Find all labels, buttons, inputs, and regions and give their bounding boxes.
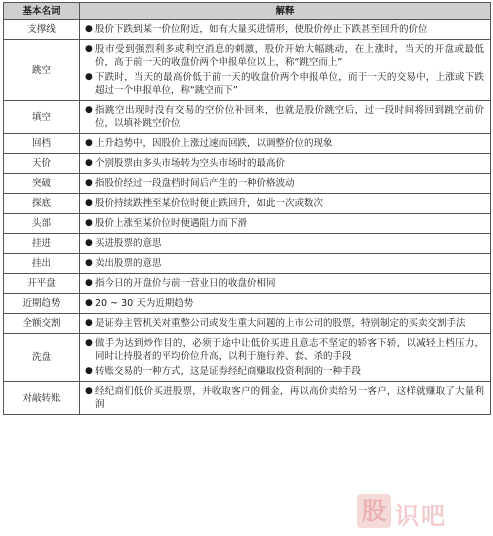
table-row bbox=[4, 234, 491, 254]
bullet-icon: ● bbox=[85, 318, 93, 328]
term-cell: 挂出 bbox=[4, 254, 80, 274]
explanation-cell bbox=[80, 174, 491, 194]
explanation-text: 股价下跌到某一价位附近，如有大量买进情形，使股价停止下跌甚至回升的价位 bbox=[95, 24, 428, 35]
bullet-icon: ● bbox=[85, 178, 93, 188]
bullet-icon: ● bbox=[85, 338, 93, 348]
table-header-row bbox=[4, 3, 491, 20]
explanation-item bbox=[84, 43, 484, 69]
explanation-item bbox=[84, 104, 484, 130]
explanation-item bbox=[84, 217, 484, 230]
explanation-text: 指跳空出现时没有交易的空价位补回来，也就是股价跳空后，过一段时间将回到跳空前价位，以填补跳空价位 bbox=[95, 105, 484, 129]
term-cell: 挂进 bbox=[4, 234, 80, 254]
terms-table bbox=[3, 2, 491, 415]
explanation-cell bbox=[80, 382, 491, 415]
explanation-item bbox=[84, 277, 484, 290]
explanation-cell bbox=[80, 20, 491, 40]
explanation-cell bbox=[80, 154, 491, 174]
watermark-mark: 股 bbox=[357, 494, 391, 528]
table-row bbox=[4, 294, 491, 314]
bullet-icon: ● bbox=[85, 258, 93, 268]
term-cell: 跳空 bbox=[4, 40, 80, 101]
term-cell: 填空 bbox=[4, 101, 80, 134]
bullet-icon: ● bbox=[85, 386, 93, 396]
explanation-item bbox=[84, 257, 484, 270]
bullet-icon: ● bbox=[85, 198, 93, 208]
bullet-icon: ● bbox=[85, 158, 93, 168]
explanation-item bbox=[84, 385, 484, 411]
table-row bbox=[4, 154, 491, 174]
bullet-icon: ● bbox=[85, 72, 93, 82]
table-row bbox=[4, 134, 491, 154]
explanation-text: 做手为达到炒作目的，必须于途中让低价买进且意志不坚定的轿客下轿，以减轻上档压力，同时让持股者的平均价位升高，以利于施行养、套、杀的手段 bbox=[95, 338, 484, 362]
term-cell: 回档 bbox=[4, 134, 80, 154]
explanation-item bbox=[84, 337, 484, 363]
term-cell: 探底 bbox=[4, 194, 80, 214]
explanation-text: 指今日的开盘价与前一营业日的收盘价相同 bbox=[95, 278, 276, 289]
explanation-text: 经纪商们低价买进股票，并收取客户的佣金，再以高价卖给另一客户，这样就赚取了大量利润 bbox=[95, 386, 484, 410]
watermark-text: 识吧 bbox=[395, 501, 447, 530]
explanation-text: 个别股票由多头市场转为空头市场时的最高价 bbox=[95, 158, 286, 169]
table-row bbox=[4, 314, 491, 334]
term-cell: 开平盘 bbox=[4, 274, 80, 294]
explanation-item bbox=[84, 71, 484, 97]
bullet-icon: ● bbox=[85, 298, 93, 308]
explanation-cell bbox=[80, 274, 491, 294]
bullet-icon: ● bbox=[85, 238, 93, 248]
header-explanation: 解释 bbox=[80, 3, 491, 20]
explanation-item bbox=[84, 297, 484, 310]
bullet-icon: ● bbox=[85, 44, 93, 54]
bullet-icon: ● bbox=[85, 218, 93, 228]
explanation-item bbox=[84, 365, 484, 378]
explanation-cell bbox=[80, 101, 491, 134]
table-row bbox=[4, 20, 491, 40]
explanation-cell bbox=[80, 234, 491, 254]
explanation-cell bbox=[80, 214, 491, 234]
bullet-icon: ● bbox=[85, 366, 93, 376]
explanation-text: 20 ~ 30 天为近期趋势 bbox=[95, 298, 194, 309]
term-cell: 全额交割 bbox=[4, 314, 80, 334]
explanation-text: 股价持续跌挫至某价位时便止跌回升，如此一次或数次 bbox=[95, 198, 324, 209]
table-row bbox=[4, 40, 491, 101]
explanation-item bbox=[84, 237, 484, 250]
explanation-text: 股市受到强烈利多或利空消息的刺激，股价开始大幅跳动，在上涨时，当天的开盘或最低价，高于前一天的收盘价两个申报单位以上，称“跳空而上” bbox=[95, 44, 484, 68]
term-cell: 天价 bbox=[4, 154, 80, 174]
explanation-item bbox=[84, 157, 484, 170]
table-row bbox=[4, 194, 491, 214]
table-row bbox=[4, 214, 491, 234]
term-cell: 突破 bbox=[4, 174, 80, 194]
explanation-cell bbox=[80, 194, 491, 214]
term-cell: 对敲转账 bbox=[4, 382, 80, 415]
header-term: 基本名词 bbox=[4, 3, 80, 20]
explanation-text: 买进股票的意思 bbox=[95, 238, 162, 249]
explanation-text: 指股价经过一段盘档时间后产生的一种价格波动 bbox=[95, 178, 295, 189]
explanation-item bbox=[84, 177, 484, 190]
explanation-text: 下跌时，当天的最高价低于前一天的收盘价两个申报单位，而于一天的交易中，上涨或下跌超过一个申报单位，称“跳空而下” bbox=[95, 72, 484, 96]
explanation-cell bbox=[80, 294, 491, 314]
table-row bbox=[4, 101, 491, 134]
term-cell: 支撑线 bbox=[4, 20, 80, 40]
table-row bbox=[4, 382, 491, 415]
table-row bbox=[4, 334, 491, 382]
explanation-item bbox=[84, 197, 484, 210]
explanation-text: 是证券主管机关对重整公司或发生重大问题的上市公司的股票，特别制定的买卖交割手法 bbox=[95, 318, 466, 329]
explanation-cell bbox=[80, 334, 491, 382]
table-body bbox=[4, 20, 491, 415]
bullet-icon: ● bbox=[85, 24, 93, 34]
explanation-item bbox=[84, 317, 484, 330]
bullet-icon: ● bbox=[85, 278, 93, 288]
explanation-item bbox=[84, 137, 484, 150]
bullet-icon: ● bbox=[85, 138, 93, 148]
explanation-cell bbox=[80, 134, 491, 154]
table-row bbox=[4, 274, 491, 294]
term-cell: 洗盘 bbox=[4, 334, 80, 382]
explanation-text: 转账交易的一种方式，这是证券经纪商赚取投资利润的一种手段 bbox=[95, 366, 362, 377]
bullet-icon: ● bbox=[85, 105, 93, 115]
explanation-cell bbox=[80, 254, 491, 274]
explanation-text: 上升趋势中，因股价上涨过速而回跌，以调整价位的现象 bbox=[95, 138, 333, 149]
explanation-text: 卖出股票的意思 bbox=[95, 258, 162, 269]
term-cell: 头部 bbox=[4, 214, 80, 234]
explanation-cell bbox=[80, 40, 491, 101]
table-row bbox=[4, 254, 491, 274]
explanation-text: 股价上涨至某价位时便遇阻力而下滑 bbox=[95, 218, 248, 229]
term-cell: 近期趋势 bbox=[4, 294, 80, 314]
explanation-item bbox=[84, 23, 484, 36]
watermark-logo bbox=[357, 494, 487, 528]
explanation-cell bbox=[80, 314, 491, 334]
table-row bbox=[4, 174, 491, 194]
